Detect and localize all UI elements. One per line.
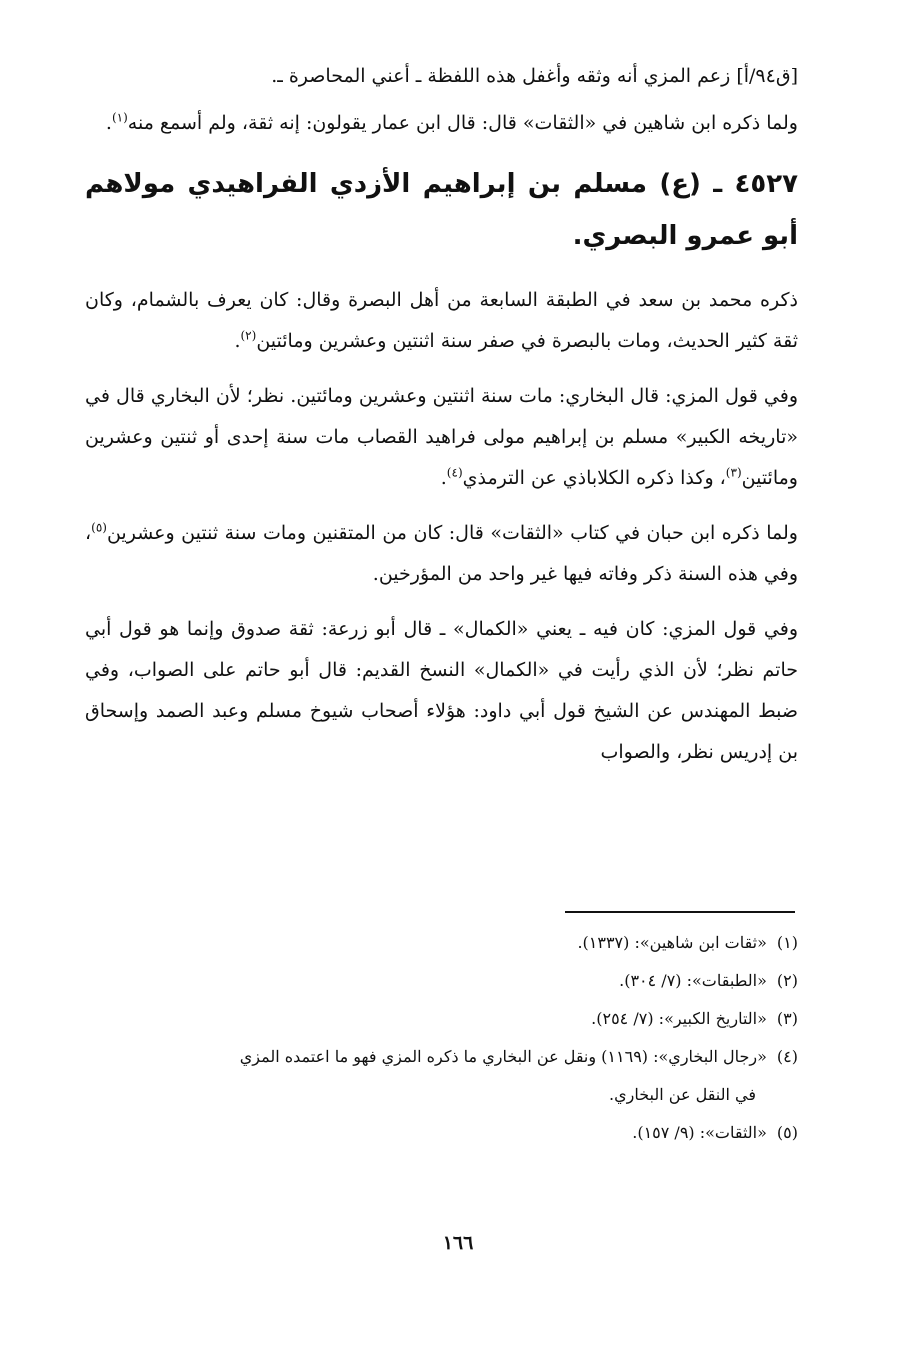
footnote-text: «رجال البخاري»: (١١٦٩) ونقل عن البخاري ما ذكره المزي فهو ما اعتمده المزي — [239, 1047, 767, 1066]
footnote-2 — [100, 962, 798, 1000]
footnotes — [100, 924, 798, 1152]
paragraph-text: وفي قول المزي: كان فيه ـ يعني «الكمال» ـ قال أبو زرعة: ثقة صدوق وإنما هو قول أبي حاتم نظر؛ لأن الذي رأيت في «الكمال» النسخ القديم: قال أبو حاتم على الصواب، وفي ضبط المهندس عن الشيخ قول أبي داود: هؤلاء أصحاب شيوخ مسلم وعبد الصمد وإسحاق بن إدريس نظر، والصواب — [85, 618, 798, 763]
paragraph-end: . — [234, 330, 241, 352]
main-text — [85, 58, 798, 787]
paragraph-text: ذكره محمد بن سعد في الطبقة السابعة من أهل البصرة وقال: كان يعرف بالشمام، وكان ثقة كثير الحديث، ومات بالبصرة في صفر سنة اثنتين وعشرين ومائتين — [85, 289, 798, 352]
paragraph-end: . — [105, 112, 112, 134]
paragraph-text: ولما ذكره ابن حبان في كتاب «الثقات» قال: كان من المتقنين ومات سنة ثنتين وعشرين — [106, 522, 798, 544]
footnote-4 — [100, 1038, 798, 1076]
footnote-number: (٢) — [776, 971, 798, 990]
paragraph-ibn-hibban — [85, 513, 798, 595]
paragraph-ibn-saad — [85, 280, 798, 362]
entry-heading — [85, 158, 798, 262]
paragraph-text: ولما ذكره ابن شاهين في «الثقات» قال: قال ابن عمار يقولون: إنه ثقة، ولم أسمع منه — [127, 112, 798, 134]
footnote-1 — [100, 924, 798, 962]
footnote-ref-5[interactable]: (٥) — [91, 520, 107, 535]
paragraph-text: وفي قول المزي: قال البخاري: مات سنة اثنتين وعشرين ومائتين. نظر؛ لأن البخاري قال في «تاريخه الكبير» مسلم بن إبراهيم مولى فراهيد القصاب مات سنة إحدى أو ثنتين وعشرين ومائتين — [85, 385, 798, 489]
paragraph-ibn-shahin — [85, 103, 798, 144]
footnote-text: «الثقات»: (٩/ ١٥٧). — [632, 1123, 767, 1142]
paragraph-al-kamal — [85, 609, 798, 773]
footnote-ref-2[interactable]: (٢) — [240, 328, 257, 343]
footnote-number: (٤) — [776, 1047, 798, 1066]
footnote-3 — [100, 1000, 798, 1038]
footnote-divider — [565, 911, 795, 913]
paragraph-bukhari — [85, 376, 798, 499]
footnote-text: «ثقات ابن شاهين»: (١٣٣٧). — [577, 933, 767, 952]
paragraph-text: ، وفي هذه السنة ذكر وفاته فيها غير واحد من المؤرخين. — [85, 522, 798, 585]
footnote-text: «الطبقات»: (٧/ ٣٠٤). — [619, 971, 767, 990]
footnote-ref-3[interactable]: (٣) — [725, 465, 742, 480]
footnote-number: (٥) — [776, 1123, 798, 1142]
paragraph-text: ، وكذا ذكره الكلاباذي عن الترمذي — [462, 467, 726, 489]
page-number: ١٦٦ — [442, 1232, 474, 1254]
footnote-ref-4[interactable]: (٤) — [446, 465, 463, 480]
footnote-number: (٣) — [776, 1009, 798, 1028]
paragraph-continuation — [85, 58, 798, 95]
entry-heading-text: ٤٥٢٧ ـ (ع) مسلم بن إبراهيم الأزدي الفراهيدي مولاهم أبو عمرو البصري. — [85, 169, 798, 251]
paragraph-end: . — [440, 467, 447, 489]
footnote-ref-1[interactable]: (١) — [111, 110, 128, 125]
footnote-text: في النقل عن البخاري. — [608, 1085, 756, 1104]
footnote-number: (١) — [776, 933, 798, 952]
footnote-text: «التاريخ الكبير»: (٧/ ٢٥٤). — [591, 1009, 767, 1028]
footnote-5 — [100, 1114, 798, 1152]
footnote-4-continuation — [100, 1076, 798, 1114]
paragraph-text: [ق٩٤/أ] زعم المزي أنه وثقه وأغفل هذه اللفظة ـ أعني المحاصرة ـ. — [271, 65, 798, 87]
